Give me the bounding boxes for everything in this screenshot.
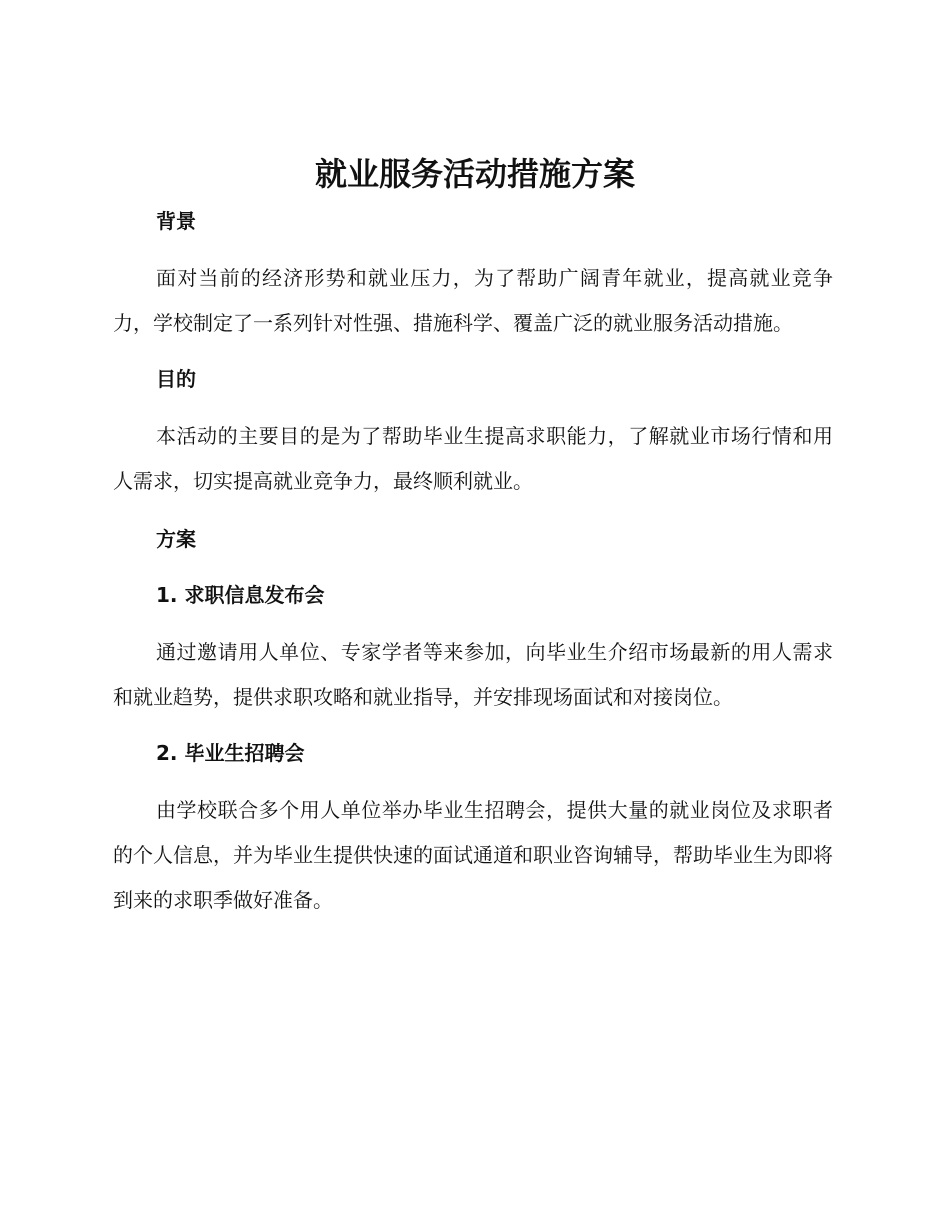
plan-item-heading-2: 2. 毕业生招聘会 bbox=[156, 741, 305, 765]
section-heading-goal: 目的 bbox=[156, 367, 196, 391]
plan-item-text-1: 通过邀请用人单位、专家学者等来参加，向毕业生介绍市场最新的用人需求和就业趋势，提供求职攻略和就业指导，并安排现场面试和对接岗位。 bbox=[113, 640, 833, 709]
document-body bbox=[113, 198, 833, 923]
section-text-background: 面对当前的经济形势和就业压力，为了帮助广阔青年就业，提高就业竞争力，学校制定了一系列针对性强、措施科学、覆盖广泛的就业服务活动措施。 bbox=[113, 266, 833, 335]
document-title: 就业服务活动措施方案 bbox=[314, 155, 635, 193]
plan-item-heading-1: 1. 求职信息发布会 bbox=[156, 583, 325, 607]
plan-item-text-2: 由学校联合多个用人单位举办毕业生招聘会，提供大量的就业岗位及求职者的个人信息，并为毕业生提供快速的面试通道和职业咨询辅导，帮助毕业生为即将到来的求职季做好准备。 bbox=[113, 798, 833, 912]
section-heading-plan: 方案 bbox=[156, 527, 196, 551]
section-text-goal: 本活动的主要目的是为了帮助毕业生提高求职能力，了解就业市场行情和用人需求，切实提高就业竞争力，最终顺利就业。 bbox=[113, 424, 833, 493]
section-heading-background: 背景 bbox=[156, 209, 196, 233]
